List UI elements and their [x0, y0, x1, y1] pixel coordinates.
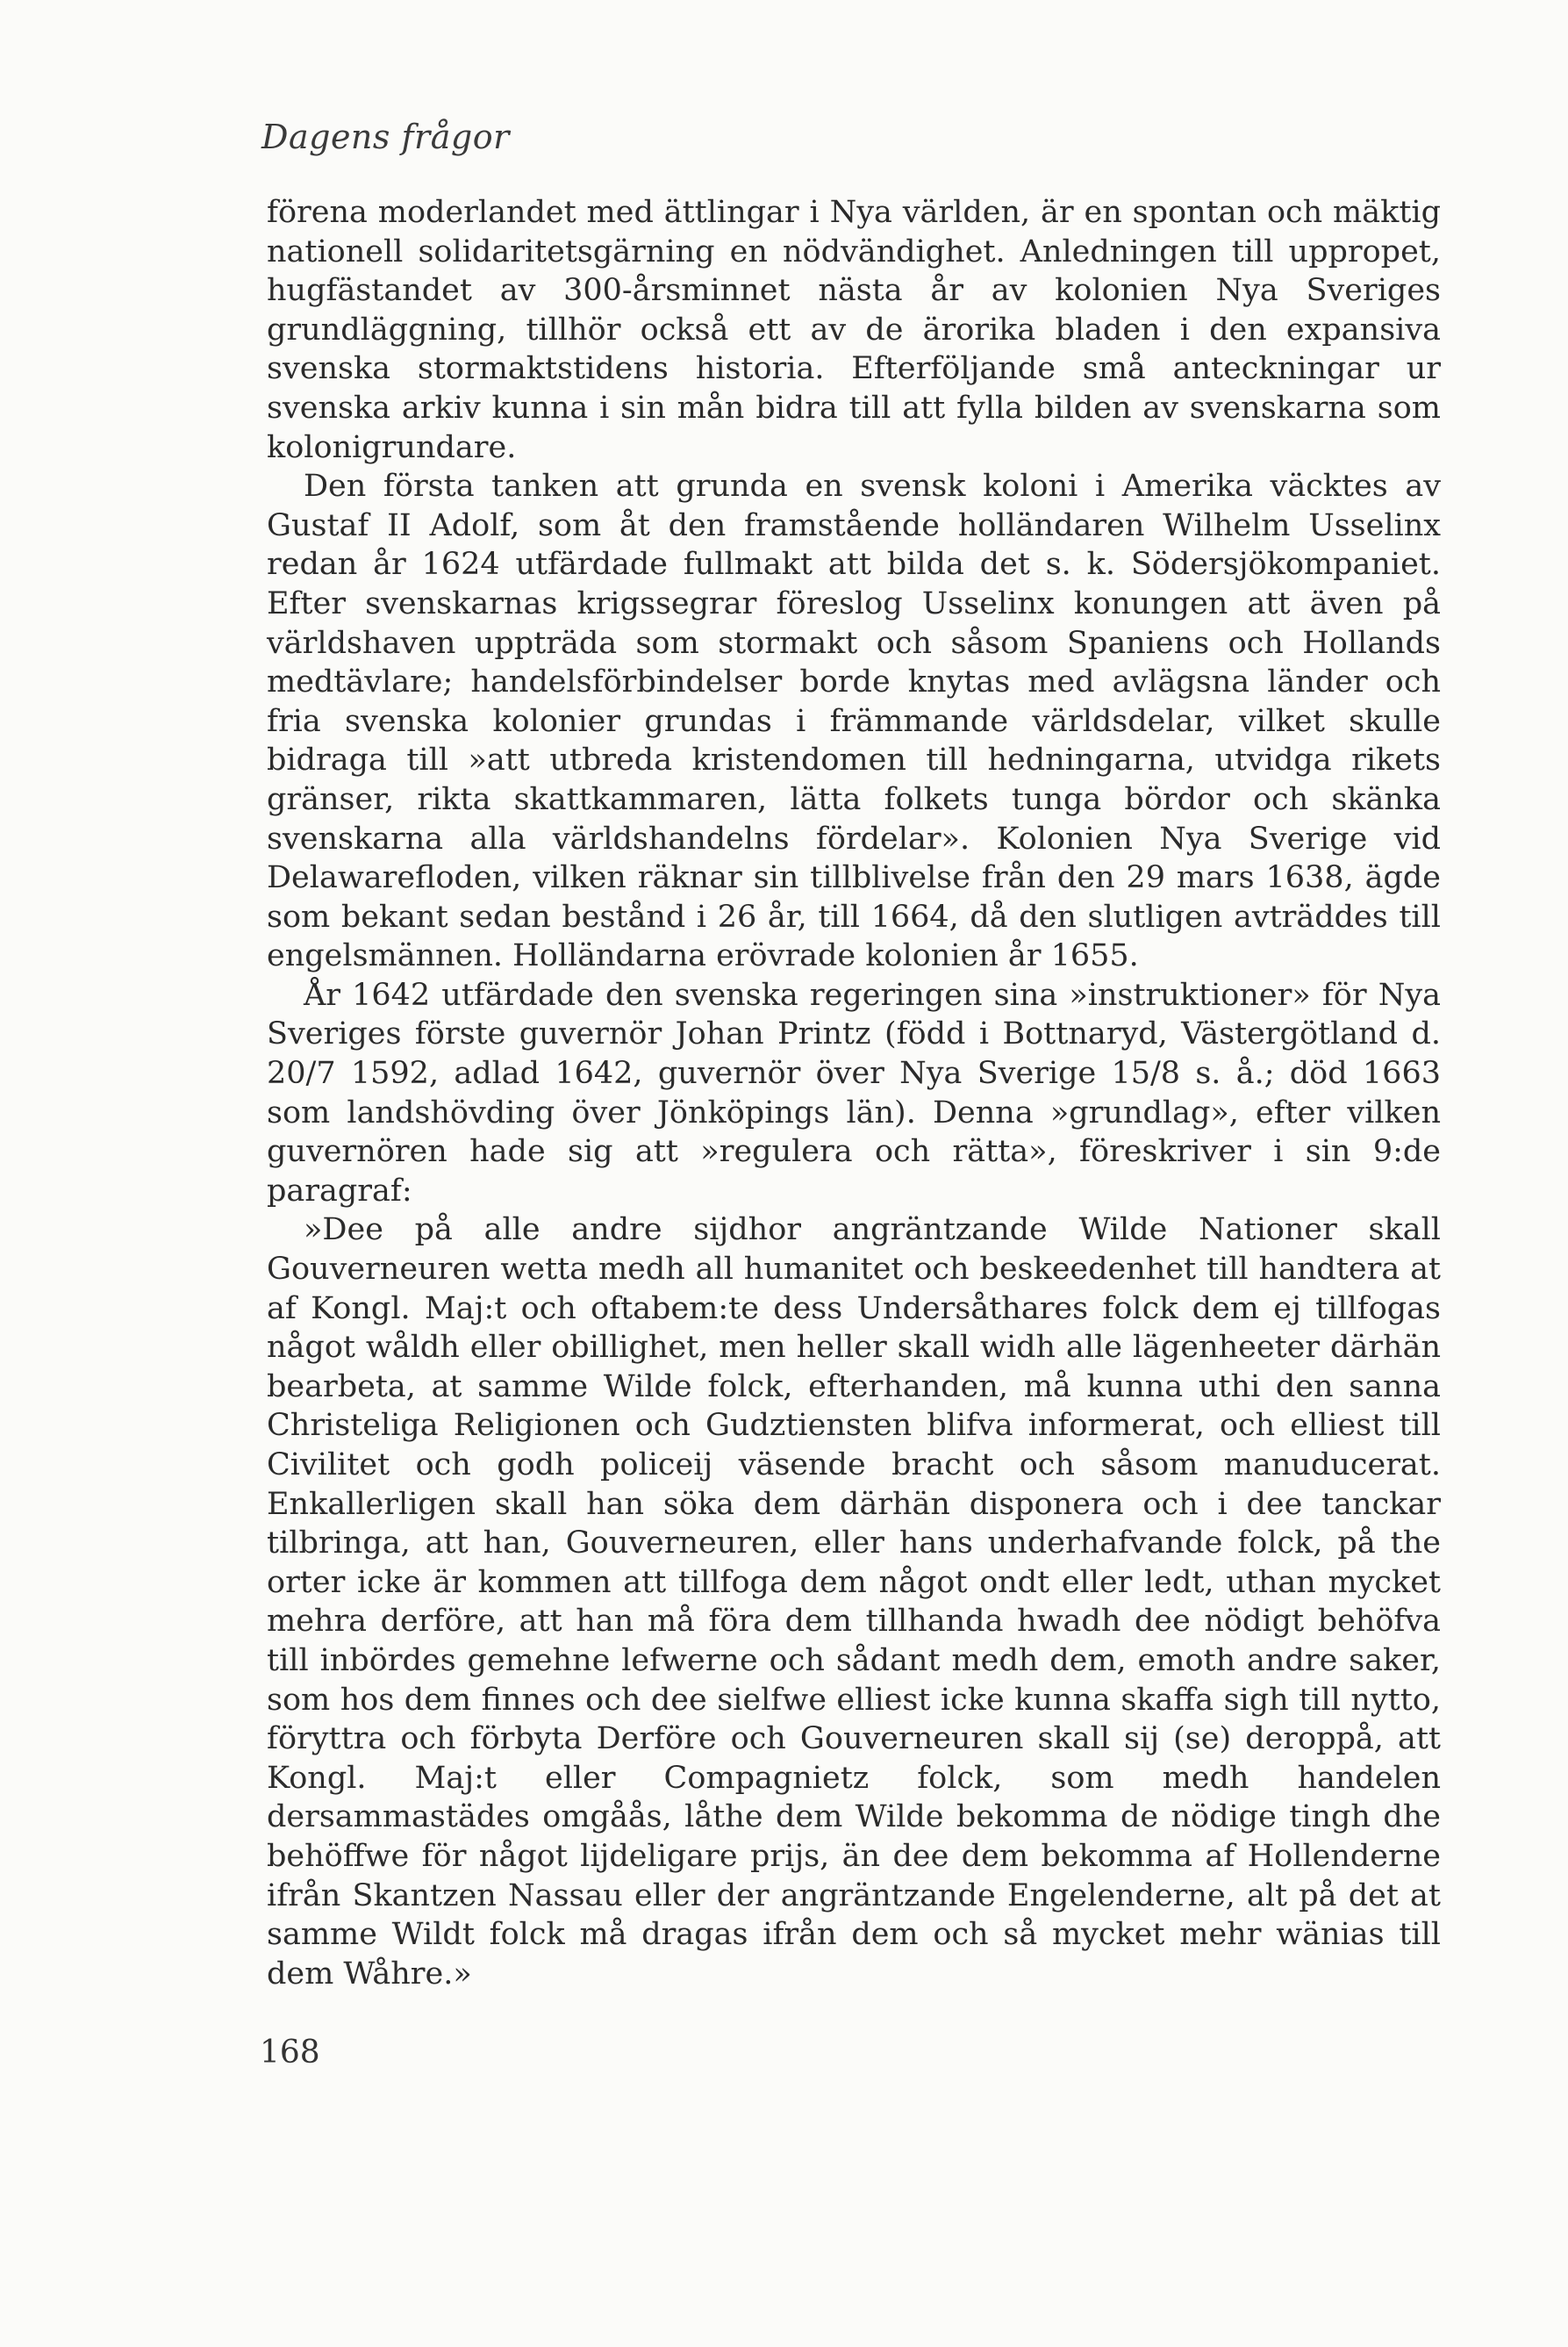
running-title: Dagens frågor [261, 118, 510, 156]
body-text [267, 193, 1441, 1993]
page-number: 168 [260, 2035, 320, 2071]
paragraph-instructions: År 1642 utfärdade den svenska regeringen sina »instruktioner» för Nya Sveriges förste guvernör Johan Printz (född i Bottnaryd, Västergötland d. 20/7 1592, adlad 1642, guvernör över Nya Sverige 15/8 s. å.; död 1663 som landshövding över Jönköpings län). Denna »grundlag», efter vilken guvernören hade sig att »regulera och rätta», föreskriver i sin 9:de paragraf: [267, 977, 1441, 1209]
paragraph-colony-history: Den första tanken att grunda en svensk koloni i Amerika väcktes av Gustaf II Adolf, som åt den framstående holländaren Wilhelm Usselinx redan år 1624 utfärdade fullmakt att bilda det s. k. Södersjökompaniet. Efter svenskarnas krigssegrar föreslog Usselinx konungen att även på världshaven uppträda som stormakt och såsom Spaniens och Hollands medtävlare; handelsförbindelser borde knytas med avlägsna länder och fria svenska kolonier grundas i främmande världsdelar, vilket skulle bidraga till »att utbreda kristendomen till hedningarna, utvidga rikets gränser, rikta skattkammaren, lätta folkets tunga bördor och skänka svenskarna alla världshandelns fördelar». Kolonien Nya Sverige vid Delawarefloden, vilken räknar sin tillblivelse från den 29 mars 1638, ägde som bekant sedan bestånd i 26 år, till 1664, då den slutligen avträddes till engelsmännen. Holländarna erövrade kolonien år 1655. [267, 469, 1441, 974]
paragraph-intro: förena moderlandet med ättlingar i Nya världen, är en spontan och mäktig nationell solidaritetsgärning en nödvändighet. Anledningen till uppropet, hugfästandet av 300-årsminnet nästa år av kolonien Nya Sveriges grundläggning, tillhör också ett av de ärorika bladen i den expansiva svenska stormaktstidens historia. Efterföljande små anteckningar ur svenska arkiv kunna i sin mån bidra till att fylla bilden av svenskarna som kolonigrundare. [267, 195, 1441, 465]
paragraph-quotation: »Dee på alle andre sijdhor angräntzande Wilde Nationer skall Gouverneuren wetta medh all humanitet och beskeedenhet till handtera at af Kongl. Maj:t och oftabem:te dess Undersåthares folck dem ej tillfogas något wåldh eller obillighet, men heller skall widh alle lägenheeter därhän bearbeta, at samme Wilde folck, efterhanden, må kunna uthi den sanna Christeliga Religionen och Gudztiensten blifva informerat, och elliest till Civilitet och godh policeij väsende bracht och såsom manuducerat. Enkallerligen skall han söka dem därhän disponera och i dee tanckar tilbringa, att han, Gouverneuren, eller hans underhafvande folck, på the orter icke är kommen att tillfoga dem något ondt eller ledt, uthan mycket mehra derföre, att han må föra dem tillhanda hwadh dee nödigt behöfva till inbördes gemehne lefwerne och sådant medh dem, emoth andre saker, som hos dem finnes och dee sielfwe elliest icke kunna skaffa sigh till nytto, föryttra och förbyta Derföre och Gouverneuren skall sij (se) deroppå, att Kongl. Maj:t eller Compagnietz folck, som medh handelen dersammastädes omgåås, låthe dem Wilde bekomma de nödige tingh dhe behöffwe för något lijdeligare prijs, än dee dem bekomma af Hollenderne ifrån Skantzen Nassau eller der angräntzande Engelenderne, alt på det at samme Wildt folck må dragas ifrån dem och så mycket mehr wänias till dem Wåhre.» [267, 1212, 1441, 1992]
